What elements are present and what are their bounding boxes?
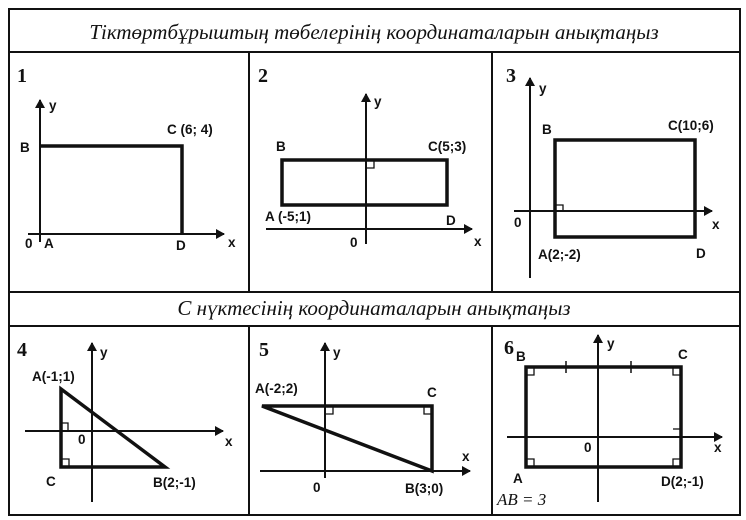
rectangle xyxy=(282,160,447,205)
origin-label: 0 xyxy=(584,440,592,455)
vertex-b-label: B xyxy=(516,349,526,364)
panel-1 xyxy=(17,65,236,253)
vertex-b-label: B(2;-1) xyxy=(153,475,196,490)
vertex-a-label: A xyxy=(44,236,54,251)
vertex-d-label: D xyxy=(176,238,186,253)
vertex-c-label: C (6; 4) xyxy=(167,122,213,137)
panel-number: 1 xyxy=(17,65,27,87)
vertex-b-label: B(3;0) xyxy=(405,481,444,496)
vertex-c-label: C xyxy=(427,385,437,400)
vertex-a-label: A(2;-2) xyxy=(538,247,581,262)
heading-vertices: Тіктөртбұрыштың төбелерінің координаталарын анықтаңыз xyxy=(89,20,659,44)
panel-number: 3 xyxy=(506,65,516,87)
vertex-d-label: D(2;-1) xyxy=(661,474,704,489)
x-axis-label: x xyxy=(714,440,722,455)
vertex-c-label: C xyxy=(46,474,56,489)
origin-label: 0 xyxy=(25,236,33,251)
triangle xyxy=(61,389,165,467)
vertex-b-label: B xyxy=(20,140,30,155)
y-axis-label: y xyxy=(100,345,108,360)
triangle xyxy=(262,406,432,471)
origin-label: 0 xyxy=(514,215,522,230)
origin-label: 0 xyxy=(350,235,358,250)
vertex-a-label: A(-2;2) xyxy=(255,381,298,396)
y-axis-label: y xyxy=(607,336,615,351)
y-axis-label: y xyxy=(539,81,547,96)
panel-number: 5 xyxy=(259,339,269,361)
panel-2 xyxy=(258,65,482,250)
rectangle xyxy=(526,367,681,467)
panel-4 xyxy=(17,339,233,502)
panel-6 xyxy=(496,335,722,509)
panel-number: 2 xyxy=(258,65,268,87)
vertex-a-label: A xyxy=(513,471,523,486)
panel-5 xyxy=(255,339,470,496)
vertex-b-label: B xyxy=(276,139,286,154)
panel-number: 6 xyxy=(504,337,514,359)
vertex-c-label: C(5;3) xyxy=(428,139,467,154)
x-axis-label: x xyxy=(474,234,482,249)
outer-frame xyxy=(9,9,740,515)
vertex-c-label: C(10;6) xyxy=(668,118,714,133)
rectangle xyxy=(555,140,695,237)
y-axis-label: y xyxy=(374,94,382,109)
given-condition: AB = 3 xyxy=(497,490,547,509)
x-axis-label: x xyxy=(712,217,720,232)
y-axis-label: y xyxy=(333,345,341,360)
origin-label: 0 xyxy=(313,480,321,495)
origin-label: 0 xyxy=(78,432,86,447)
x-axis-label: x xyxy=(225,434,233,449)
vertex-a-label: A (-5;1) xyxy=(265,209,311,224)
heading-point-c: С нүктесінің координаталарын анықтаңыз xyxy=(177,296,571,320)
vertex-d-label: D xyxy=(446,213,456,228)
vertex-d-label: D xyxy=(696,246,706,261)
vertex-b-label: B xyxy=(542,122,552,137)
y-axis-label: y xyxy=(49,98,57,113)
vertex-a-label: A(-1;1) xyxy=(32,369,75,384)
x-axis-label: x xyxy=(462,449,470,464)
x-axis-label: x xyxy=(228,235,236,250)
panel-number: 4 xyxy=(17,339,27,361)
vertex-c-label: C xyxy=(678,347,688,362)
rectangle xyxy=(40,146,182,234)
panel-3 xyxy=(506,65,720,278)
